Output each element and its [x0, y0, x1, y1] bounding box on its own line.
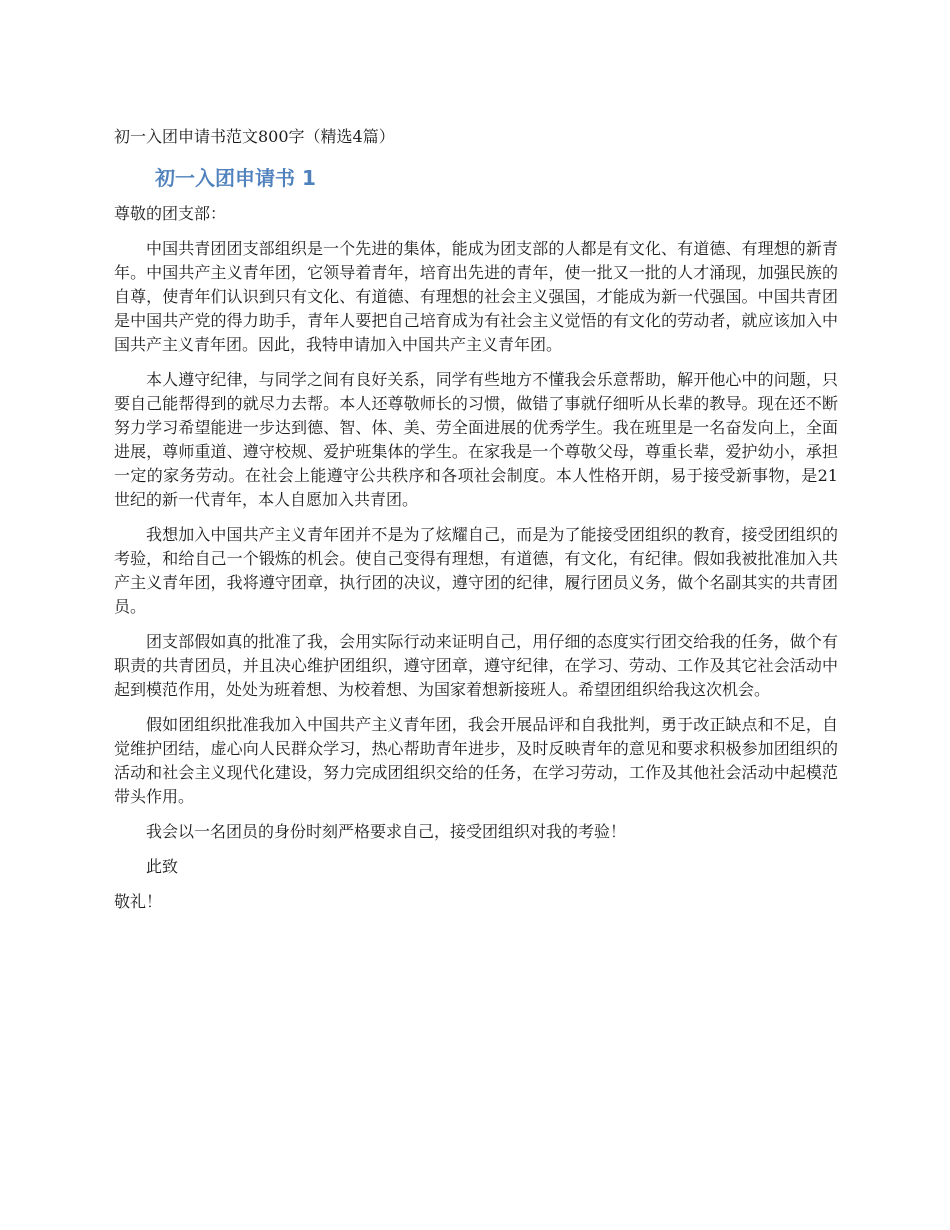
section-heading: 初一入团申请书 1	[155, 166, 316, 190]
letter-body	[114, 202, 838, 914]
salutation: 尊敬的团支部：	[114, 204, 227, 223]
body-paragraph: 我想加入中国共产主义青年团并不是为了炫耀自己，而是为了能接受团组织的教育，接受团组织的考验，和给自己一个锻炼的机会。使自己变得有理想，有道德，有文化，有纪律。假如我被批准加入共产主义青年团，我将遵守团章，执行团的决议，遵守团的纪律，履行团员义务，做个名副其实的共青团员。	[114, 525, 838, 616]
body-paragraph: 中国共青团团支部组织是一个先进的集体，能成为团支部的人都是有文化、有道德、有理想的新青年。中国共产主义青年团，它领导着青年，培育出先进的青年，使一批又一批的人才涌现，加强民族的自尊，使青年们认识到只有文化、有道德、有理想的社会主义强国，才能成为新一代强国。中国共青团是中国共产党的得力助手，青年人要把自己培育成为有社会主义觉悟的有文化的劳动者，就应该加入中国共产主义青年团。因此，我特申请加入中国共产主义青年团。	[114, 239, 838, 354]
body-paragraph: 假如团组织批准我加入中国共产主义青年团，我会开展品评和自我批判，勇于改正缺点和不足，自觉维护团结，虚心向人民群众学习，热心帮助青年进步，及时反映青年的意见和要求积极参加团组织的活动和社会主义现代化建设，努力完成团组织交给的任务，在学习劳动，工作及其他社会活动中起模范带头作用。	[114, 715, 838, 806]
body-paragraph: 团支部假如真的批准了我，会用实际行动来证明自己，用仔细的态度实行团交给我的任务，做个有职责的共青团员，并且决心维护团组织，遵守团章，遵守纪律，在学习、劳动、工作及其它社会活动中起到模范作用，处处为班着想、为校着想、为国家着想新接班人。希望团组织给我这次机会。	[114, 632, 838, 699]
regards-line: 敬礼！	[114, 892, 163, 911]
document-title: 初一入团申请书范文800字（精选4篇）	[114, 127, 395, 146]
body-paragraph: 我会以一名团员的身份时刻严格要求自己，接受团组织对我的考验！	[146, 822, 627, 841]
closing-line: 此致	[146, 857, 179, 876]
body-paragraph: 本人遵守纪律，与同学之间有良好关系，同学有些地方不懂我会乐意帮助，解开他心中的问题，只要自己能帮得到的就尽力去帮。本人还尊敬师长的习惯，做错了事就仔细听从长辈的教导。现在还不断努力学习希望能进一步达到德、智、体、美、劳全面进展的优秀学生。我在班里是一名奋发向上，全面进展，尊师重道、遵守校规、爱护班集体的学生。在家我是一个尊敬父母，尊重长辈，爱护幼小，承担一定的家务劳动。在社会上能遵守公共秩序和各项社会制度。本人性格开朗，易于接受新事物，是21世纪的新一代青年，本人自愿加入共青团。	[114, 370, 838, 509]
